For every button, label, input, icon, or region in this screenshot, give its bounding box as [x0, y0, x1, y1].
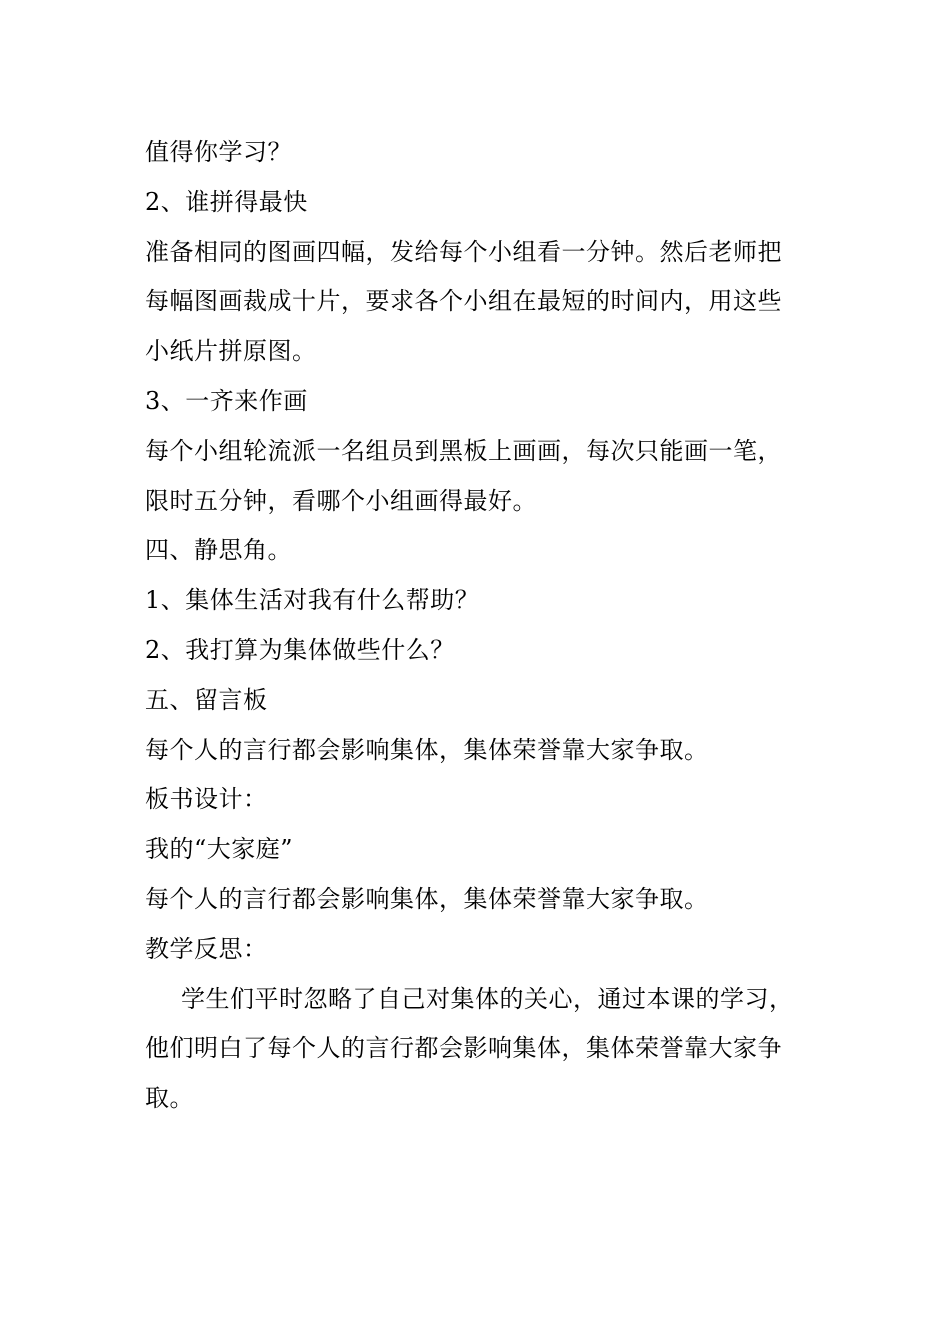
text-line: 小纸片拼原图。	[145, 337, 317, 366]
section-label: 教学反思：	[145, 934, 268, 963]
activity-heading: 3、一齐来作画	[145, 386, 308, 415]
text-line: 每幅图画裁成十片，要求各个小组在最短的时间内，用这些	[145, 287, 782, 316]
question-item: 2、我打算为集体做些什么？	[145, 635, 455, 664]
section-heading: 五、留言板	[145, 685, 268, 714]
section-heading: 四、静思角。	[145, 536, 292, 565]
text-line: 我的“大家庭”	[145, 835, 294, 864]
text-line: 值得你学习？	[145, 138, 292, 166]
section-label: 板书设计：	[145, 785, 268, 814]
text-line: 每个人的言行都会影响集体，集体荣誉靠大家争取。	[145, 884, 709, 913]
activity-heading: 2、谁拼得最快	[145, 187, 308, 216]
text-line: 学生们平时忽略了自己对集体的关心，通过本课的学习，	[181, 984, 794, 1013]
text-line: 每个小组轮流派一名组员到黑板上画画，每次只能画一笔，	[145, 436, 782, 465]
question-item: 1、集体生活对我有什么帮助？	[145, 586, 480, 615]
document-body	[145, 128, 810, 1124]
text-line: 限时五分钟，看哪个小组画得最好。	[145, 486, 537, 515]
text-line: 准备相同的图画四幅，发给每个小组看一分钟。然后老师把	[145, 237, 782, 266]
text-line: 取。	[145, 1084, 194, 1113]
text-line: 每个人的言行都会影响集体，集体荣誉靠大家争取。	[145, 735, 709, 764]
text-line: 他们明白了每个人的言行都会影响集体，集体荣誉靠大家争	[145, 1034, 782, 1063]
